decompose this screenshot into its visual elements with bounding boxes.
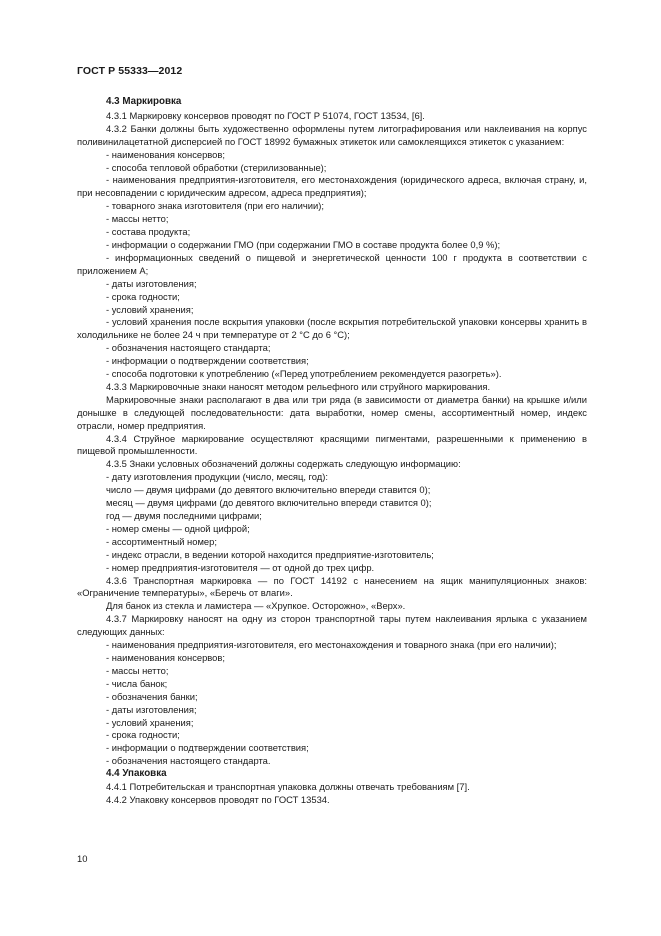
list-item: - наименования консервов; xyxy=(106,651,225,663)
paragraph: Маркировочные знаки располагают в два или три ряда (в зависимости от диаметра банки) на крышке и/или донышке в следующей последовательности: дата выработки, номер смены, ассортиментный номер, индекс отрасли, номер предприятия. xyxy=(77,393,587,431)
list-item: - срока годности; xyxy=(106,729,180,741)
list-item: - условий хранения; xyxy=(106,303,194,315)
list-item: - условий хранения после вскрытия упаковки (после вскрытия потребительской упаковки консервы хранить в холодильнике не более 24 ч при температуре от 2 °С до 6 °С); xyxy=(77,316,587,341)
paragraph-4-3-5: 4.3.5 Знаки условных обозначений должны содержать следующую информацию: xyxy=(106,458,461,470)
list-item: - информации о содержании ГМО (при содержании ГМО в составе продукта более 0,9 %); xyxy=(106,238,501,250)
paragraph-4-3-7: 4.3.7 Маркировку наносят на одну из сторон транспортной тары путем наклеивания ярлыка с указанием следующих данных: xyxy=(77,613,587,638)
list-item: - номер предприятия-изготовителя — от одной до трех цифр. xyxy=(106,561,375,573)
list-item: - даты изготовления; xyxy=(106,703,197,715)
list-item: - информации о подтверждении соответствия; xyxy=(106,742,309,754)
list-item: - условий хранения; xyxy=(106,716,194,728)
list-item: - обозначения настоящего стандарта. xyxy=(106,755,271,767)
paragraph-4-3-4: 4.3.4 Струйное маркирование осуществляют красящими пигментами, разрешенными к применению в пищевой промышленности. xyxy=(77,432,587,457)
list-subitem: число — двумя цифрами (до девятого включительно впереди ставится 0); xyxy=(106,484,431,496)
list-item: - обозначения настоящего стандарта; xyxy=(106,342,271,354)
paragraph: Для банок из стекла и ламистера — «Хрупкое. Осторожно», «Верх». xyxy=(106,600,406,612)
list-item: - массы нетто; xyxy=(106,664,169,676)
list-item: - способа подготовки к употреблению («Перед употреблением рекомендуется разогреть»). xyxy=(106,368,502,380)
list-item: - состава продукта; xyxy=(106,226,191,238)
paragraph-4-4-1: 4.4.1 Потребительская и транспортная упаковка должны отвечать требованиям [7]. xyxy=(106,781,470,793)
page-number: 10 xyxy=(77,853,88,864)
list-item: - информационных сведений о пищевой и энергетической ценности 100 г продукта в соответствии с приложением А; xyxy=(77,251,587,276)
list-item: - способа тепловой обработки (стерилизованные); xyxy=(106,161,327,173)
paragraph-4-3-1: 4.3.1 Маркировку консервов проводят по ГОСТ Р 51074, ГОСТ 13534, [6]. xyxy=(106,109,425,121)
paragraph-4-3-3: 4.3.3 Маркировочные знаки наносят методом рельефного или струйного маркирования. xyxy=(106,380,491,392)
list-item: - наименования консервов; xyxy=(106,148,225,160)
list-subitem: месяц — двумя цифрами (до девятого включительно впереди ставится 0); xyxy=(106,497,432,509)
list-item: - товарного знака изготовителя (при его наличии); xyxy=(106,200,324,212)
list-subitem: год — двумя последними цифрами; xyxy=(106,510,262,521)
list-item: - ассортиментный номер; xyxy=(106,535,217,547)
document-body xyxy=(77,96,587,807)
section-heading-4-4: 4.4 Упаковка xyxy=(106,768,167,780)
list-item: - наименования предприятия-изготовителя, его местонахождения и товарного знака (при его наличии); xyxy=(106,639,557,651)
list-item: - массы нетто; xyxy=(106,213,169,225)
list-item: - срока годности; xyxy=(106,290,180,302)
list-item: - номер смены — одной цифрой; xyxy=(106,522,250,534)
list-item: - обозначения банки; xyxy=(106,690,198,702)
list-item: - информации о подтверждении соответствия; xyxy=(106,355,309,367)
list-item: - числа банок; xyxy=(106,677,168,689)
list-item: - наименования предприятия-изготовителя, его местонахождения (юридического адреса, включая страну, и, при несовпадении с юридическим адресом, адреса предприятия); xyxy=(77,174,587,199)
section-heading-4-3: 4.3 Маркировка xyxy=(106,96,182,107)
list-item: - дату изготовления продукции (число, месяц, год): xyxy=(106,471,328,483)
paragraph-4-3-6: 4.3.6 Транспортная маркировка — по ГОСТ 14192 с нанесением на ящик манипуляционных знаков: «Ограничение температуры», «Беречь от влаги». xyxy=(77,574,587,599)
list-item: - индекс отрасли, в ведении которой находится предприятие-изготовитель; xyxy=(106,548,434,560)
list-item: - даты изготовления; xyxy=(106,277,197,289)
paragraph-4-3-2: 4.3.2 Банки должны быть художественно оформлены путем литографирования или наклеивания на корпус поливинилацетатной дисперсией по ГОСТ 18992 бумажных этикеток или самоклеящихся этикеток с указанием: xyxy=(77,122,587,147)
paragraph-4-4-2: 4.4.2 Упаковку консервов проводят по ГОСТ 13534. xyxy=(106,793,330,805)
document-header: ГОСТ Р 55333—2012 xyxy=(77,65,183,77)
